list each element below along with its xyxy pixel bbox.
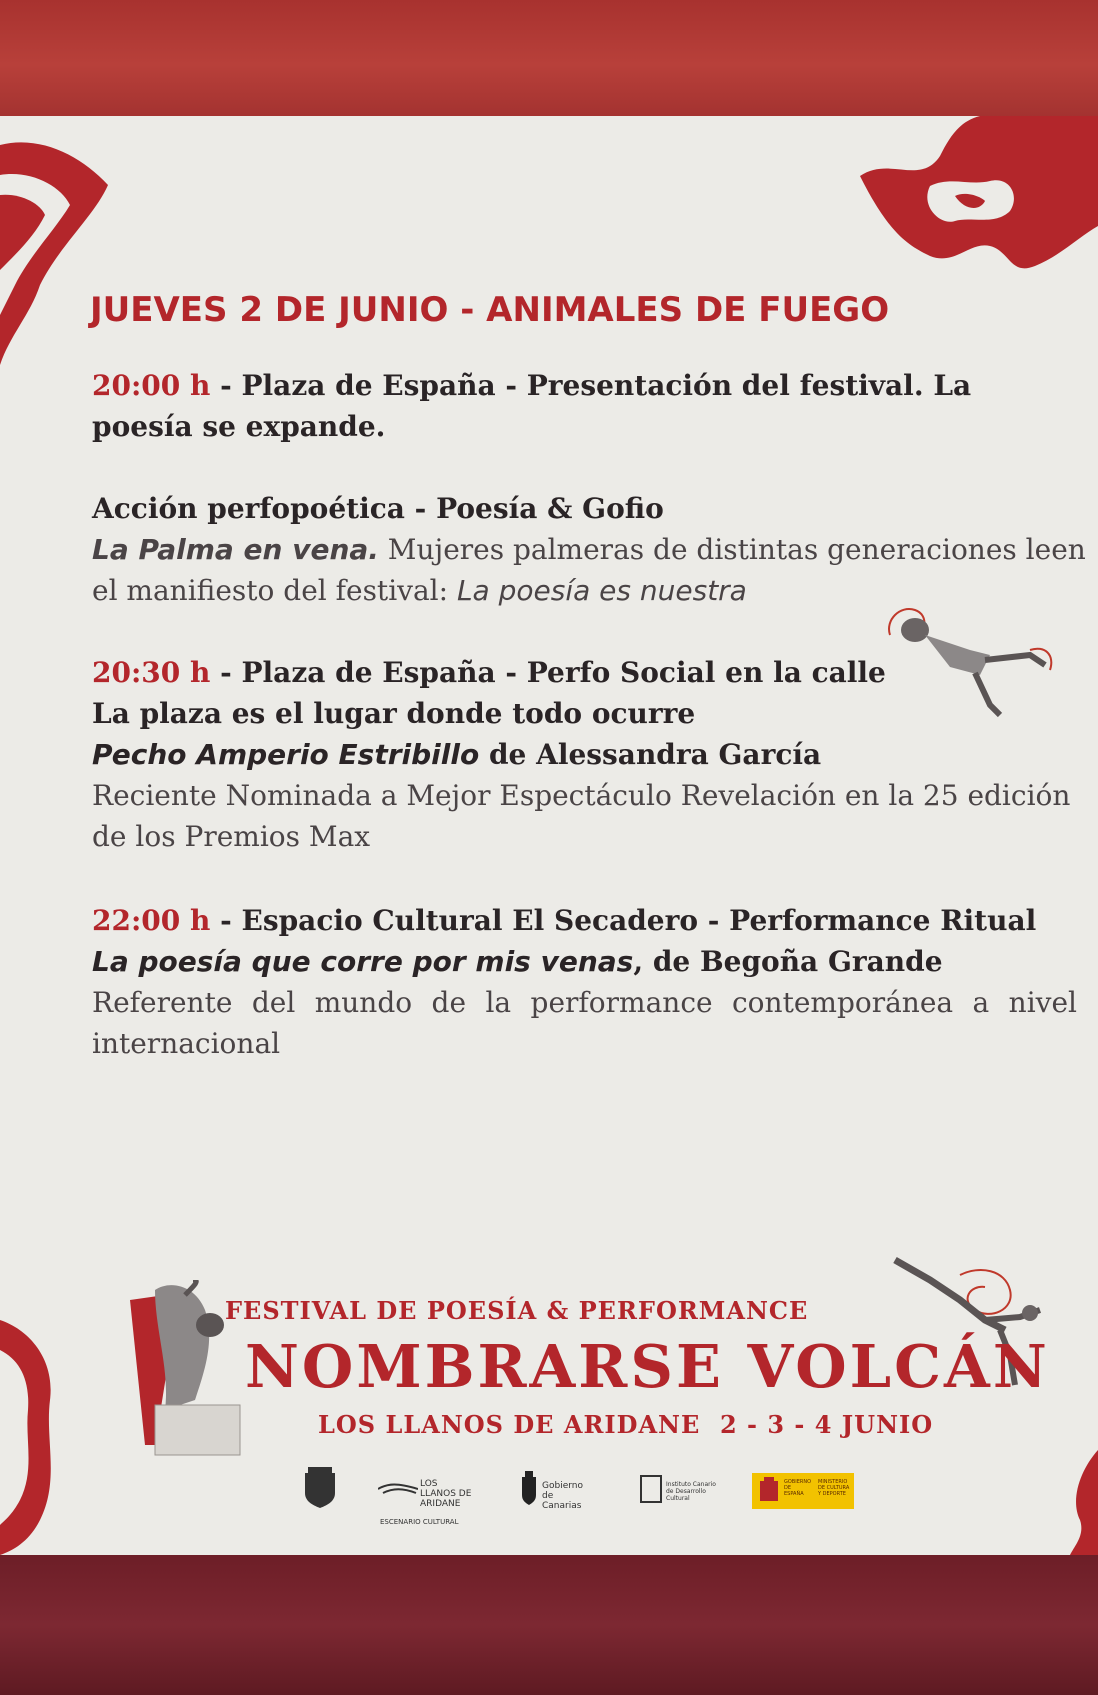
event-2000-block: [92, 365, 1077, 447]
event-2200-work-title: La poesía que corre por mis venas: [92, 945, 634, 978]
accion-title: Acción perfopoética -: [92, 492, 437, 525]
festival-name: NOMBRARSE VOLCÁN: [245, 1332, 1050, 1401]
ministerio-label1: GOBIERNO DE ESPAÑA: [784, 1479, 812, 1497]
gobierno-label: Gobierno de Canarias: [542, 1481, 583, 1511]
event-venue-title: - Plaza de España - Perfo Social en la calle: [210, 656, 886, 689]
event-2200-work: [92, 941, 1077, 982]
lava-contour-bottom-left: [0, 1320, 70, 1555]
event-time: 20:30 h: [92, 656, 211, 689]
day-heading: JUEVES 2 DE JUNIO - ANIMALES DE FUEGO: [90, 290, 890, 330]
canarias-crest-icon: [520, 1471, 538, 1505]
accion-desc: Mujeres palmeras de distintas generaciones leen: [378, 533, 1086, 566]
event-2200-desc2: internacional: [92, 1027, 281, 1060]
lava-contour-top-right: [860, 116, 1098, 291]
accion-desc-line2: [92, 570, 1077, 611]
event-2030-desc2: de los Premios Max: [92, 820, 371, 853]
icdc-logo: [640, 1475, 720, 1502]
ministerio-logo: [752, 1473, 854, 1509]
llanos-label: LOS LLANOS DE ARIDANE: [420, 1479, 472, 1509]
accion-subtitle: Poesía & Gofio: [436, 492, 664, 525]
sponsor-logos-row: [0, 1465, 1098, 1526]
event-2000-line2: poesía se expande.: [92, 410, 386, 443]
llanos-sub-label: ESCENARIO CULTURAL: [380, 1518, 459, 1526]
municipal-crest-icon: [300, 1465, 340, 1509]
event-2030-work: [92, 734, 1077, 775]
accion-desc-cont: el manifiesto del festival:: [92, 574, 457, 607]
event-2030-work-title: Pecho Amperio Estribillo: [92, 738, 480, 771]
spain-crest-icon: [758, 1477, 780, 1505]
accion-work-title: La Palma en vena.: [92, 533, 379, 566]
event-2200-block: [92, 900, 1077, 1064]
event-2030-desc1: Reciente Nominada a Mejor Espectáculo Revelación en la 25 edición: [92, 779, 1071, 812]
event-2030-line2: La plaza es el lugar donde todo ocurre: [92, 697, 696, 730]
event-venue-title: - Plaza de España - Presentación del festival. La: [210, 369, 972, 402]
event-time: 22:00 h: [92, 904, 211, 937]
festival-place: LOS LLANOS DE ARIDANE: [318, 1410, 701, 1439]
top-red-band: [0, 0, 1098, 118]
accion-perfopoetica-block: [92, 488, 1086, 611]
bottom-red-band: [0, 1555, 1098, 1695]
event-2000-line1: [92, 365, 1077, 406]
festival-kicker: FESTIVAL DE POESÍA & PERFORMANCE: [225, 1296, 809, 1325]
festival-dates: 2 - 3 - 4 JUNIO: [720, 1410, 934, 1439]
accion-title-line: [92, 488, 1077, 529]
event-2030-block: [92, 652, 1077, 857]
llanos-wave-icon: [378, 1481, 418, 1495]
gobierno-canarias-logo: [520, 1471, 595, 1511]
ministerio-label2: MINISTERIO DE CULTURA Y DEPORTE: [818, 1479, 850, 1497]
event-venue-title: - Espacio Cultural El Secadero - Performance Ritual: [210, 904, 1037, 937]
accion-manifesto: La poesía es nuestra: [456, 574, 747, 607]
accion-desc-line1: [92, 529, 1086, 570]
icdc-label: Instituto Canario de Desarrollo Cultural: [666, 1481, 716, 1502]
llanos-logo: [378, 1479, 473, 1527]
event-2200-author: , de Begoña Grande: [633, 945, 943, 978]
event-time: 20:00 h: [92, 369, 211, 402]
lava-contour-top-left: [0, 135, 120, 375]
icdc-mark-icon: [640, 1475, 662, 1503]
event-2030-author: de Alessandra García: [479, 738, 822, 771]
event-2200-line1: [92, 900, 1077, 941]
event-2200-desc1: Referente del mundo de la performance contemporánea a nivel: [92, 986, 1077, 1019]
event-2030-line1: [92, 652, 1077, 693]
